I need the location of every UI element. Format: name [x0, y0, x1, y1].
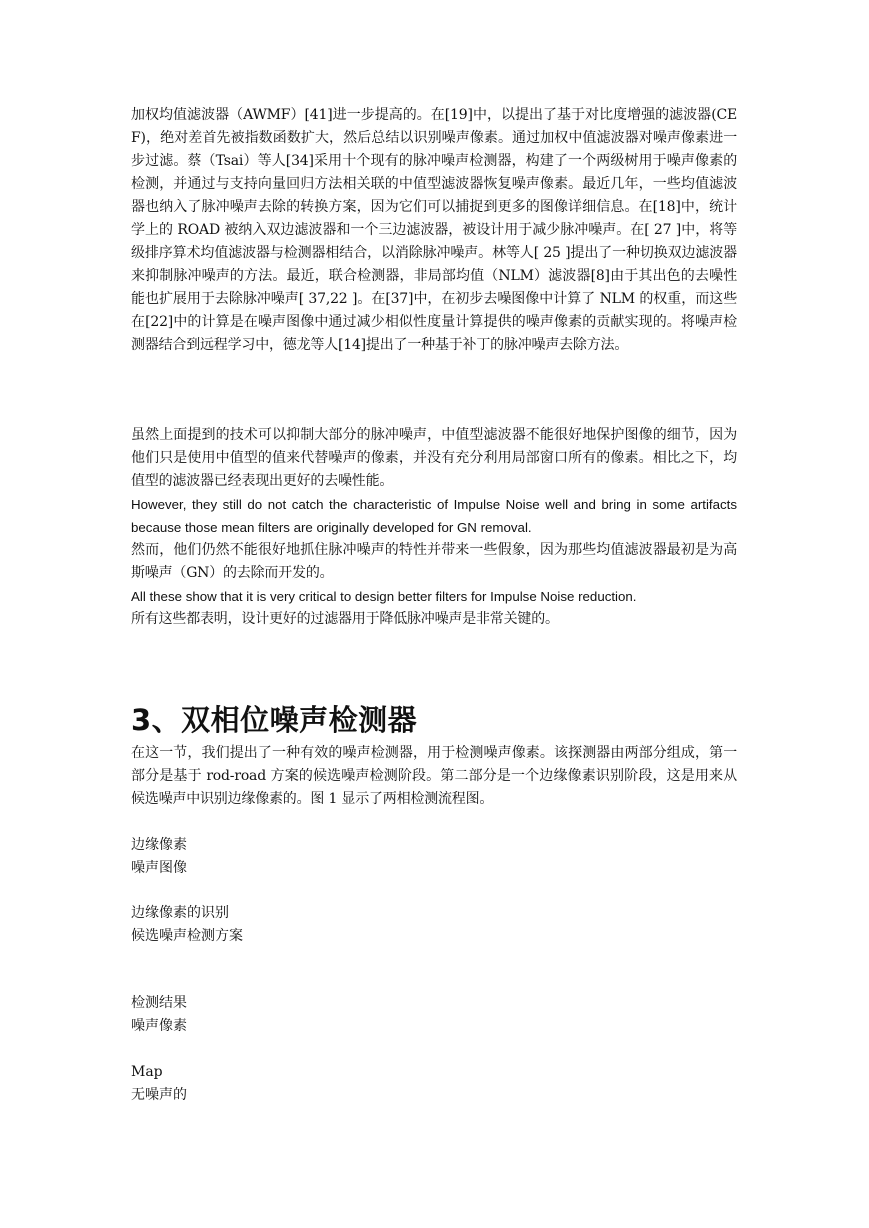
discussion-zh: 虽然上面提到的技术可以抑制大部分的脉冲噪声，中值型滤波器不能很好地保护图像的细节，因为他们只是使用中值型的值来代替噪声的像素，并没有充分利用局部窗口所有的像素。相比之下，均值型的滤波器已经表现出更好的去噪性能。 — [131, 427, 737, 489]
conclusion-en: All these show that it is very critical to design better filters for Impulse Noise reduction. — [131, 589, 637, 604]
figure-label: 无噪声的 — [131, 1087, 187, 1103]
figure-label: 边缘像素的识别 — [131, 905, 229, 921]
paragraph-discussion — [131, 424, 737, 631]
discussion-en: However, they still do not catch the characteristic of Impulse Noise well and bring in some artifacts because those mean filters are originally developed for GN removal. — [131, 497, 737, 535]
section-intro: 在这一节，我们提出了一种有效的噪声检测器，用于检测噪声像素。该探测器由两部分组成，第一部分是基于 rod-road 方案的候选噪声检测阶段。第二部分是一个边缘像素识别阶段，这是用来从候选噪声中识别边缘像素的。图 1 显示了两相检测流程图。 — [131, 745, 737, 807]
figure-label: Map — [131, 1064, 163, 1080]
figure-label: 噪声像素 — [131, 1018, 187, 1034]
figure-labels-group-2 — [131, 902, 737, 948]
figure-label: 候选噪声检测方案 — [131, 928, 243, 944]
conclusion-zh: 所有这些都表明，设计更好的过滤器用于降低脉冲噪声是非常关键的。 — [131, 611, 559, 627]
figure-label: 噪声图像 — [131, 860, 187, 876]
figure-labels-group-1 — [131, 834, 737, 880]
paragraph-related-work: 加权均值滤波器（AWMF）[41]进一步提高的。在[19]中，以提出了基于对比度增强的滤波器(CEF)，绝对差首先被指数函数扩大，然后总结以识别噪声像素。通过加权中值滤波器对噪声像素进一步过滤。蔡（Tsai）等人[34]采用十个现有的脉冲噪声检测器，构建了一个两级树用于噪声像素的检测，并通过与支持向量回归方法相关联的中值型滤波器恢复噪声像素。最近几年，一些均值滤波器也纳入了脉冲噪声去除的转换方案，因为它们可以捕捉到更多的图像详细信息。在[18]中，统计学上的 ROAD 被纳入双边滤波器和一个三边滤波器，被设计用于减少脉冲噪声。在[ 27 ]中，将等级排序算术均值滤波器与检测器相结合，以消除脉冲噪声。林等人[ 25 ]提出了一种切换双边滤波器来抑制脉冲噪声的方法。最近，联合检测器，非局部均值（NLM）滤波器[8]由于其出色的去噪性能也扩展用于去除脉冲噪声[ 37,22 ]。在[37]中，在初步去噪图像中计算了 NLM 的权重，而这些在[22]中的计算是在噪声图像中通过减少相似性度量计算提供的噪声像素的贡献实现的。将噪声检测器结合到远程学习中，德龙等人[14]提出了一种基于补丁的脉冲噪声去除方法。 — [131, 107, 737, 353]
figure-labels-group-4 — [131, 1061, 737, 1107]
figure-labels-group-3 — [131, 992, 737, 1038]
figure-label: 边缘像素 — [131, 837, 187, 853]
discussion-translation: 然而，他们仍然不能很好地抓住脉冲噪声的特性并带来一些假象，因为那些均值滤波器最初是为高斯噪声（GN）的去除而开发的。 — [131, 542, 737, 581]
figure-label: 检测结果 — [131, 995, 187, 1011]
section-heading: 3、双相位噪声检测器 — [131, 703, 418, 737]
